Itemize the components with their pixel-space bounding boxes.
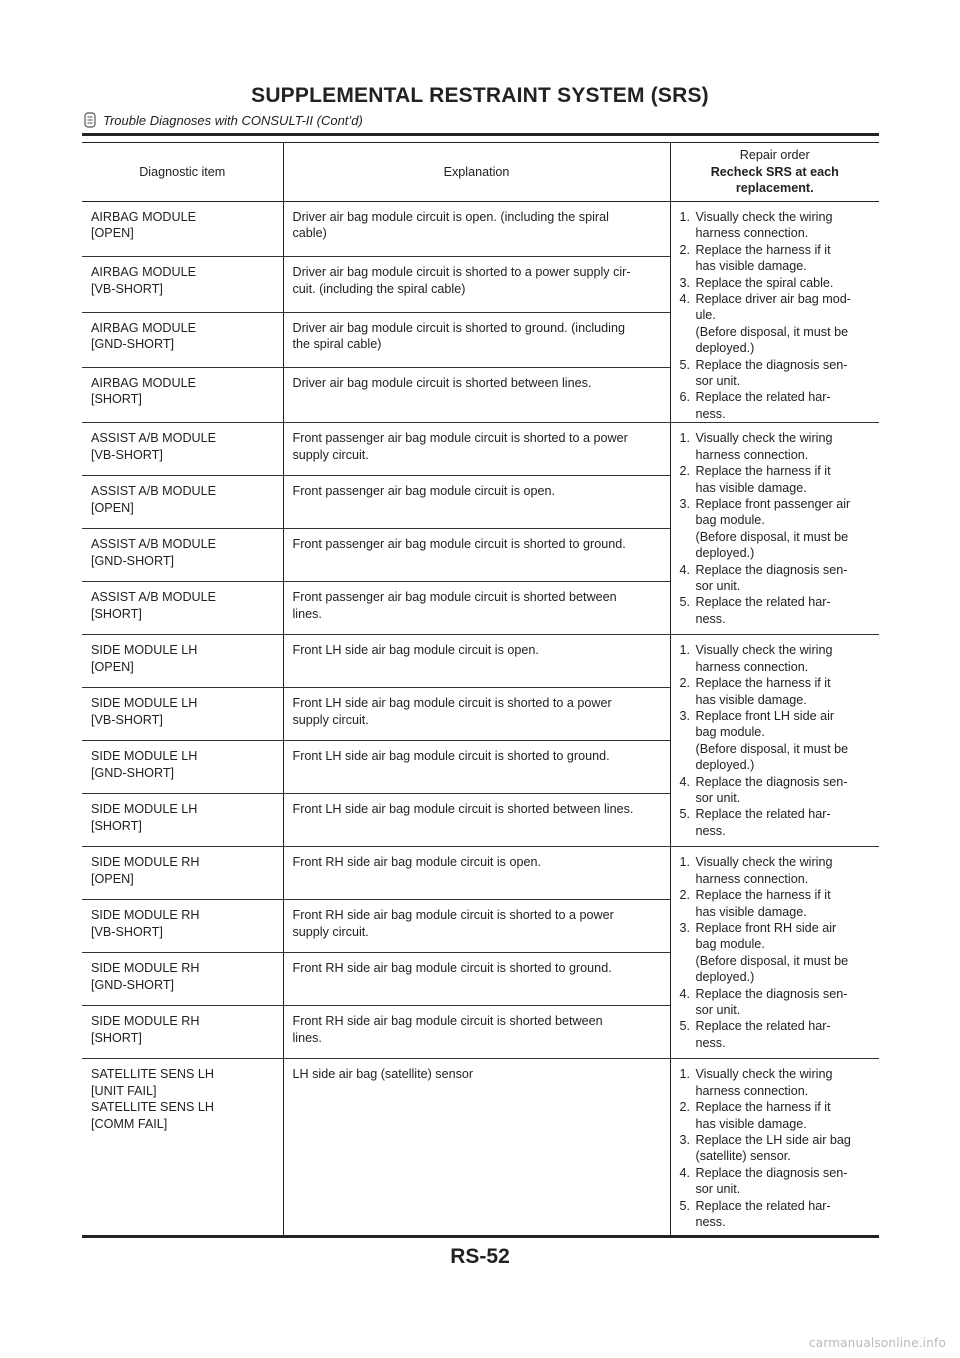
- diagnostic-item-cell: [82, 582, 283, 635]
- repair-step-text: [696, 854, 876, 887]
- repair-step: [680, 389, 876, 422]
- explanation-cell: [283, 423, 670, 476]
- header-explanation: Explanation: [283, 143, 670, 202]
- explanation-cell: [283, 900, 670, 953]
- header-repair-order: [670, 143, 879, 202]
- section-subtitle: [83, 112, 363, 128]
- repair-step-line: sor unit.: [695, 790, 741, 805]
- table-row: [82, 202, 879, 257]
- diagnostic-item-cell: [82, 529, 283, 582]
- header-repair-line3: replacement.: [735, 181, 814, 196]
- explanation-cell: [283, 202, 670, 257]
- repair-step-text: [696, 642, 876, 675]
- repair-step-line: Replace the diagnosis sen-: [695, 562, 848, 577]
- repair-step-line: Replace the harness if it: [695, 242, 831, 257]
- repair-step-line: Replace the harness if it: [695, 464, 831, 479]
- repair-order-cell: [670, 423, 879, 635]
- repair-step: [680, 887, 876, 920]
- explanation-line: LH side air bag (satellite) sensor: [292, 1067, 474, 1082]
- repair-step-line: Visually check the wiring: [695, 643, 833, 658]
- repair-step: [680, 242, 876, 275]
- repair-step-line: Replace the diagnosis sen-: [695, 986, 848, 1001]
- repair-step-line: Visually check the wiring: [695, 1067, 833, 1082]
- repair-step-text: [696, 242, 876, 275]
- repair-step: [680, 594, 876, 627]
- repair-step-number: 2.: [679, 1100, 691, 1115]
- diagnostic-table: [82, 142, 879, 1238]
- diagnostic-item-line: SATELLITE SENS LH: [91, 1067, 214, 1082]
- explanation-cell: [283, 257, 670, 312]
- diagnostic-item-line: ASSIST A/B MODULE: [91, 484, 217, 499]
- repair-step-number: 3.: [679, 920, 691, 935]
- repair-step-line: harness connection.: [695, 871, 809, 886]
- repair-step-text: [696, 920, 876, 986]
- repair-step: [680, 1018, 876, 1051]
- explanation-line: Front LH side air bag module circuit is open.: [292, 643, 539, 658]
- explanation-line: cable): [292, 226, 327, 241]
- repair-step-line: ness.: [695, 1214, 726, 1229]
- repair-step-line: Replace the spiral cable.: [695, 275, 834, 290]
- diagnostic-item-cell: [82, 423, 283, 476]
- diagnostic-item-line: [VB-SHORT]: [91, 712, 163, 727]
- repair-step: [680, 463, 876, 496]
- repair-step-number: 5.: [679, 807, 691, 822]
- explanation-line: Front LH side air bag module circuit is shorted to a power: [292, 696, 612, 711]
- table-row: [82, 847, 879, 900]
- repair-step-line: Replace the related har-: [695, 595, 831, 610]
- repair-step-line: sor unit.: [695, 1002, 741, 1017]
- repair-step-text: [696, 291, 876, 357]
- repair-step-line: Replace driver air bag mod-: [695, 292, 851, 307]
- diagnostic-item-line: [COMM FAIL]: [91, 1116, 168, 1131]
- diagnostic-item-line: SIDE MODULE LH: [91, 696, 198, 711]
- diagnostic-item-cell: [82, 312, 283, 367]
- diagnostic-item-line: SIDE MODULE RH: [91, 855, 200, 870]
- diagnostic-item-cell: [82, 794, 283, 847]
- diagnostic-item-line: AIRBAG MODULE: [91, 320, 196, 335]
- diagnostic-item-line: SIDE MODULE RH: [91, 908, 200, 923]
- repair-step-line: (Before disposal, it must be: [695, 324, 849, 339]
- explanation-cell: [283, 582, 670, 635]
- repair-step: [680, 275, 876, 291]
- diagnostic-item-line: [GND-SHORT]: [91, 337, 175, 352]
- explanation-cell: [283, 476, 670, 529]
- repair-step-line: Replace front LH side air: [695, 708, 835, 723]
- repair-step-line: has visible damage.: [695, 259, 807, 274]
- diagnostic-item-line: SIDE MODULE RH: [91, 1014, 200, 1029]
- repair-step-text: [696, 675, 876, 708]
- repair-order-cell: [670, 1059, 879, 1237]
- diagnostic-item-line: [SHORT]: [91, 392, 142, 407]
- repair-step: [680, 920, 876, 986]
- repair-step-text: [696, 1018, 876, 1051]
- header-repair-line2: Recheck SRS at each: [710, 164, 839, 179]
- explanation-line: Driver air bag module circuit is shorted to ground. (including: [292, 320, 625, 335]
- repair-step-text: [696, 774, 876, 807]
- repair-step-number: 2.: [679, 676, 691, 691]
- diagnostic-item-line: [GND-SHORT]: [91, 553, 175, 568]
- repair-step-line: Replace the diagnosis sen-: [695, 774, 848, 789]
- repair-order-cell: [670, 847, 879, 1059]
- repair-step-number: 5.: [679, 1198, 691, 1213]
- explanation-line: supply circuit.: [292, 447, 369, 462]
- diagnostic-item-line: SIDE MODULE LH: [91, 749, 198, 764]
- repair-steps-list: [680, 854, 876, 1051]
- diagnostic-item-line: [OPEN]: [91, 500, 134, 515]
- table-row: [82, 1059, 879, 1237]
- explanation-line: Front RH side air bag module circuit is shorted to ground.: [292, 961, 612, 976]
- repair-step-line: Replace the related har-: [695, 1198, 831, 1213]
- document-icon: [83, 112, 97, 128]
- repair-step-line: (satellite) sensor.: [695, 1149, 791, 1164]
- explanation-line: Front passenger air bag module circuit is shorted between: [292, 590, 617, 605]
- repair-step: [680, 1132, 876, 1165]
- repair-step-text: [696, 708, 876, 774]
- diagnostic-item-line: [GND-SHORT]: [91, 977, 175, 992]
- repair-step-number: 4.: [679, 774, 691, 789]
- diagnostic-item-cell: [82, 688, 283, 741]
- diagnostic-item-line: AIRBAG MODULE: [91, 210, 196, 224]
- diagnostic-item-cell: [82, 847, 283, 900]
- repair-step-line: Replace the related har-: [695, 807, 831, 822]
- table-body: [82, 202, 879, 1237]
- repair-step: [680, 986, 876, 1019]
- repair-step-number: 2.: [679, 464, 691, 479]
- repair-step-text: [696, 209, 876, 242]
- explanation-cell: [283, 794, 670, 847]
- repair-step-line: harness connection.: [695, 447, 809, 462]
- repair-step-line: harness connection.: [695, 1083, 809, 1098]
- repair-step: [680, 774, 876, 807]
- explanation-cell: [283, 688, 670, 741]
- repair-step-line: Visually check the wiring: [695, 855, 833, 870]
- diagnostic-item-line: [OPEN]: [91, 659, 134, 674]
- repair-steps-list: [680, 642, 876, 839]
- repair-step: [680, 496, 876, 562]
- repair-step-line: deployed.): [695, 546, 755, 561]
- repair-step: [680, 1165, 876, 1198]
- repair-step: [680, 209, 876, 242]
- repair-order-cell: [670, 202, 879, 423]
- repair-step-text: [696, 275, 876, 291]
- repair-step-text: [696, 1132, 876, 1165]
- repair-step-line: has visible damage.: [695, 1116, 807, 1131]
- repair-step: [680, 854, 876, 887]
- repair-step-line: ness.: [695, 1035, 726, 1050]
- repair-step: [680, 357, 876, 390]
- repair-step-text: [696, 357, 876, 390]
- explanation-cell: [283, 1059, 670, 1237]
- explanation-cell: [283, 635, 670, 688]
- repair-step-number: 5.: [679, 1019, 691, 1034]
- explanation-line: Front passenger air bag module circuit is open.: [292, 484, 556, 499]
- diagnostic-item-line: [OPEN]: [91, 226, 134, 241]
- diagnostic-item-cell: [82, 257, 283, 312]
- explanation-line: the spiral cable): [292, 337, 382, 352]
- repair-step-number: 4.: [679, 986, 691, 1001]
- repair-step-line: Replace the related har-: [695, 1019, 831, 1034]
- repair-step-line: bag module.: [695, 937, 765, 952]
- repair-step-text: [696, 389, 876, 422]
- repair-step-text: [696, 1165, 876, 1198]
- diagnostic-item-line: [SHORT]: [91, 818, 142, 833]
- table-row: [82, 635, 879, 688]
- header-rule: [82, 133, 879, 136]
- explanation-line: Driver air bag module circuit is shorted between lines.: [292, 375, 592, 390]
- repair-step-line: (Before disposal, it must be: [695, 953, 849, 968]
- diagnostic-item-line: SATELLITE SENS LH: [91, 1100, 214, 1115]
- diagnostic-item-cell: [82, 953, 283, 1006]
- repair-step-line: Replace the diagnosis sen-: [695, 357, 848, 372]
- diagnostic-item-line: AIRBAG MODULE: [91, 375, 196, 390]
- watermark: carmanualsonline.info: [809, 1336, 946, 1350]
- repair-step-line: has visible damage.: [695, 480, 807, 495]
- table-row: [82, 423, 879, 476]
- repair-step-line: Replace the harness if it: [695, 1100, 831, 1115]
- repair-step-number: 1.: [679, 431, 691, 446]
- repair-step-number: 1.: [679, 643, 691, 658]
- repair-steps-list: [680, 430, 876, 627]
- repair-step-text: [696, 594, 876, 627]
- repair-step-line: harness connection.: [695, 226, 809, 241]
- page-number: RS-52: [450, 1245, 510, 1268]
- explanation-cell: [283, 367, 670, 422]
- diagnostic-item-line: [VB-SHORT]: [91, 281, 163, 296]
- repair-steps-list: [680, 209, 876, 422]
- diagnostic-item-cell: [82, 476, 283, 529]
- repair-step: [680, 675, 876, 708]
- diagnostic-item-line: [OPEN]: [91, 871, 134, 886]
- repair-step-text: [696, 887, 876, 920]
- repair-step: [680, 708, 876, 774]
- repair-step-line: ule.: [695, 308, 716, 323]
- repair-step-number: 2.: [679, 242, 691, 257]
- repair-step-line: Replace the harness if it: [695, 676, 831, 691]
- repair-order-cell: [670, 635, 879, 847]
- repair-step-line: bag module.: [695, 513, 765, 528]
- repair-step: [680, 642, 876, 675]
- repair-step-number: 1.: [679, 1067, 691, 1082]
- explanation-cell: [283, 953, 670, 1006]
- repair-step: [680, 806, 876, 839]
- repair-step: [680, 291, 876, 357]
- repair-step-line: sor unit.: [695, 374, 741, 389]
- repair-step-number: 3.: [679, 708, 691, 723]
- repair-step: [680, 562, 876, 595]
- explanation-line: Front RH side air bag module circuit is shorted between: [292, 1014, 603, 1029]
- repair-step-number: 5.: [679, 357, 691, 372]
- diagnostic-item-cell: [82, 635, 283, 688]
- repair-step-line: sor unit.: [695, 1182, 741, 1197]
- diagnostic-item-cell: [82, 741, 283, 794]
- explanation-line: lines.: [292, 1030, 322, 1045]
- repair-step-number: 6.: [679, 390, 691, 405]
- explanation-cell: [283, 529, 670, 582]
- diagnostic-item-line: SIDE MODULE LH: [91, 802, 198, 817]
- explanation-cell: [283, 1006, 670, 1059]
- repair-step-text: [696, 1198, 876, 1231]
- repair-step-line: Replace the diagnosis sen-: [695, 1165, 848, 1180]
- explanation-line: Front RH side air bag module circuit is open.: [292, 855, 541, 870]
- repair-step-line: Replace front RH side air: [695, 920, 837, 935]
- repair-step-line: Replace the related har-: [695, 390, 831, 405]
- diagnostic-item-cell: [82, 1006, 283, 1059]
- repair-step-line: (Before disposal, it must be: [695, 741, 849, 756]
- explanation-cell: [283, 847, 670, 900]
- diagnostic-item-cell: [82, 202, 283, 257]
- diagnostic-item-line: ASSIST A/B MODULE: [91, 431, 217, 446]
- repair-step-number: 2.: [679, 888, 691, 903]
- repair-step-line: deployed.): [695, 758, 755, 773]
- repair-step-text: [696, 1066, 876, 1099]
- explanation-line: Driver air bag module circuit is shorted to a power supply cir-: [292, 265, 631, 280]
- repair-step-line: ness.: [695, 611, 726, 626]
- repair-step-line: Visually check the wiring: [695, 210, 833, 224]
- repair-step-number: 3.: [679, 496, 691, 511]
- diagnostic-item-cell: [82, 367, 283, 422]
- diagnostic-item-line: [SHORT]: [91, 606, 142, 621]
- repair-step-line: harness connection.: [695, 659, 809, 674]
- repair-step-line: bag module.: [695, 725, 765, 740]
- explanation-line: Front passenger air bag module circuit is shorted to a power: [292, 431, 628, 446]
- diagnostic-item-line: [SHORT]: [91, 1030, 142, 1045]
- explanation-cell: [283, 741, 670, 794]
- repair-step-line: Replace the LH side air bag: [695, 1132, 851, 1147]
- diagnostic-item-line: [UNIT FAIL]: [91, 1083, 157, 1098]
- repair-step: [680, 1198, 876, 1231]
- diagnostic-item-line: ASSIST A/B MODULE: [91, 537, 217, 552]
- repair-step: [680, 1099, 876, 1132]
- repair-step-text: [696, 562, 876, 595]
- repair-step: [680, 1066, 876, 1099]
- repair-step-text: [696, 806, 876, 839]
- repair-step-line: Visually check the wiring: [695, 431, 833, 446]
- repair-step-line: ness.: [695, 823, 726, 838]
- diagnostic-item-cell: [82, 900, 283, 953]
- explanation-line: lines.: [292, 606, 322, 621]
- header-repair-line1: Repair order: [739, 148, 810, 163]
- explanation-cell: [283, 312, 670, 367]
- repair-step-text: [696, 430, 876, 463]
- repair-step-line: Replace front passenger air: [695, 496, 851, 511]
- explanation-line: supply circuit.: [292, 712, 369, 727]
- repair-step-text: [696, 496, 876, 562]
- diagnostic-item-line: SIDE MODULE LH: [91, 643, 198, 658]
- repair-steps-list: [680, 1066, 876, 1230]
- repair-step-number: 3.: [679, 1132, 691, 1147]
- repair-step-number: 1.: [679, 855, 691, 870]
- explanation-line: supply circuit.: [292, 924, 369, 939]
- diagnostic-item-line: SIDE MODULE RH: [91, 961, 200, 976]
- subtitle-text: Trouble Diagnoses with CONSULT-II (Cont’d): [103, 112, 363, 128]
- table-header-row: [82, 143, 879, 202]
- explanation-line: Front LH side air bag module circuit is shorted to ground.: [292, 749, 610, 764]
- explanation-line: cuit. (including the spiral cable): [292, 281, 466, 296]
- explanation-line: Front LH side air bag module circuit is shorted between lines.: [292, 802, 634, 817]
- repair-step-number: 4.: [679, 292, 691, 307]
- repair-step-number: 4.: [679, 1165, 691, 1180]
- explanation-line: Front passenger air bag module circuit is shorted to ground.: [292, 537, 626, 552]
- repair-step-line: has visible damage.: [695, 692, 807, 707]
- repair-step-text: [696, 1099, 876, 1132]
- explanation-line: Front RH side air bag module circuit is shorted to a power: [292, 908, 614, 923]
- repair-step-text: [696, 463, 876, 496]
- diagnostic-item-line: [GND-SHORT]: [91, 765, 175, 780]
- page-title: SUPPLEMENTAL RESTRAINT SYSTEM (SRS): [251, 84, 709, 107]
- repair-step-line: deployed.): [695, 341, 755, 356]
- diagnostic-item-line: [VB-SHORT]: [91, 447, 163, 462]
- repair-step-line: (Before disposal, it must be: [695, 529, 849, 544]
- repair-step-line: has visible damage.: [695, 904, 807, 919]
- repair-step: [680, 430, 876, 463]
- explanation-line: Driver air bag module circuit is open. (including the spiral: [292, 210, 609, 224]
- repair-step-line: deployed.): [695, 970, 755, 985]
- repair-step-line: Replace the harness if it: [695, 888, 831, 903]
- repair-step-number: 4.: [679, 562, 691, 577]
- repair-step-text: [696, 986, 876, 1019]
- diagnostic-item-line: ASSIST A/B MODULE: [91, 590, 217, 605]
- repair-step-line: sor unit.: [695, 578, 741, 593]
- diagnostic-item-line: AIRBAG MODULE: [91, 265, 196, 280]
- header-diagnostic-item: Diagnostic item: [82, 143, 283, 202]
- diagnostic-item-cell: [82, 1059, 283, 1237]
- repair-step-number: 1.: [679, 210, 691, 224]
- repair-step-number: 3.: [679, 275, 691, 290]
- repair-step-line: ness.: [695, 406, 726, 421]
- diagnostic-item-line: [VB-SHORT]: [91, 924, 163, 939]
- repair-step-number: 5.: [679, 595, 691, 610]
